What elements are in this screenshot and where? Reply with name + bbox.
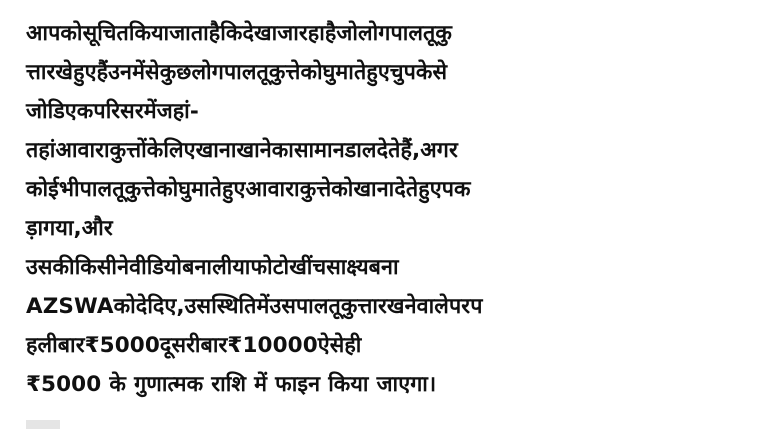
text-word: जोडिएक [26, 99, 94, 124]
text-word: को [331, 177, 354, 202]
text-word: उनमें [108, 60, 146, 85]
text-word: बार [57, 333, 85, 358]
text-word: है [324, 21, 337, 46]
text-word: घुमाते [322, 60, 367, 85]
text-word: हुए [418, 177, 442, 202]
text-word: ऐसे [317, 333, 345, 358]
text-word: को [156, 177, 179, 202]
text-word: पालतू [295, 294, 341, 319]
text-word: ₹5000 [84, 333, 160, 358]
text-word: दूसरी [159, 333, 201, 358]
text-line [26, 131, 747, 170]
text-word: खाना [195, 138, 237, 163]
text-word: को [113, 294, 136, 319]
text-word: को [300, 60, 323, 85]
text-word: AZSWA [26, 294, 114, 319]
text-word: स्थिति [211, 294, 257, 319]
text-word: पालतू [223, 60, 269, 85]
text-word: आवारा [245, 177, 300, 202]
text-word: पक [441, 177, 471, 202]
text-word: लोग [191, 60, 224, 85]
text-word: कुत्ते [124, 177, 157, 202]
text-word: तहां [26, 138, 56, 163]
text-word: दे [135, 294, 148, 319]
text-word: खाना [353, 177, 395, 202]
text-word: देखा [242, 21, 278, 46]
text-word: लोग [358, 21, 391, 46]
page-artifact [26, 420, 60, 429]
text-word: कुत्ते [268, 60, 301, 85]
text-word: ने [117, 255, 130, 280]
text-line [26, 92, 747, 131]
text-line [26, 287, 747, 326]
text-word: उस [184, 294, 212, 319]
text-word: डाल [344, 138, 377, 163]
text-word: अगर [420, 138, 458, 163]
text-word: वीडियो [129, 255, 183, 280]
text-word: खाने [236, 138, 272, 163]
text-word: फोटो [250, 255, 290, 280]
text-word: किया [128, 21, 170, 46]
text-word: का [271, 138, 294, 163]
text-word: गया, [43, 216, 82, 241]
text-word: ली [212, 255, 233, 280]
text-word: भी [58, 177, 80, 202]
text-word: साक्ष्य [326, 255, 369, 280]
text-word: खींच [289, 255, 327, 280]
text-word: उसकी [26, 255, 75, 280]
text-word: के [146, 138, 164, 163]
text-line [26, 170, 747, 209]
text-word: प [470, 294, 483, 319]
text-line: ₹5000 के गुणात्मक राशि में फाइन किया जाएगा। [26, 372, 437, 397]
text-word: पालतू [79, 177, 125, 202]
notice-paragraph [26, 14, 747, 404]
text-word: किसी [74, 255, 118, 280]
text-word: कि [220, 21, 243, 46]
text-word: सूचित [82, 21, 129, 46]
text-word: में [143, 99, 157, 124]
text-word: परिसर [93, 99, 144, 124]
text-word: जो [336, 21, 359, 46]
text-word: सामान [293, 138, 345, 163]
text-word: बार [200, 333, 228, 358]
text-word: आपको [26, 21, 83, 46]
text-word: त्ता [26, 60, 47, 85]
text-word: कुत्ता [340, 294, 379, 319]
text-word: पालतू [390, 21, 436, 46]
text-word: घुमाते [178, 177, 223, 202]
text-line [26, 248, 747, 287]
text-word: हैं, [400, 138, 421, 163]
text-word: बना [182, 255, 213, 280]
text-word: जहां- [156, 99, 199, 124]
text-word: वाले [416, 294, 449, 319]
text-word: और [81, 216, 113, 241]
text-word: में [256, 294, 270, 319]
text-word: है [208, 21, 221, 46]
text-word: कोई [26, 177, 59, 202]
text-word: कु [435, 21, 453, 46]
text-word: कुत्तों [109, 138, 147, 163]
text-word: दिए, [147, 294, 185, 319]
text-word: लिए [163, 138, 196, 163]
text-line [26, 209, 747, 248]
text-line [26, 53, 747, 92]
text-word: से [432, 60, 448, 85]
text-word: ₹10000 [227, 333, 318, 358]
text-word: जा [277, 21, 299, 46]
text-word: हैं [96, 60, 109, 85]
text-line [26, 326, 747, 365]
text-word: कुछ [159, 60, 192, 85]
text-word: उस [269, 294, 296, 319]
text-word: हुए [366, 60, 390, 85]
text-word: आवारा [55, 138, 110, 163]
text-word: ड़ा [26, 216, 44, 241]
text-line [26, 14, 747, 53]
text-word: रखने [378, 294, 417, 319]
text-word: देते [394, 177, 419, 202]
text-word: हुए [73, 60, 97, 85]
text-word: रहा [298, 21, 325, 46]
text-word: बना [368, 255, 399, 280]
text-word: कुत्ते [299, 177, 332, 202]
text-word: ही [344, 333, 362, 358]
text-word: से [145, 60, 160, 85]
text-word: देते [376, 138, 401, 163]
text-word: या [232, 255, 251, 280]
text-word: चुपके [389, 60, 433, 85]
text-word: हुए [222, 177, 246, 202]
text-word: जाता [169, 21, 209, 46]
text-word: रखे [46, 60, 74, 85]
text-word: पर [448, 294, 471, 319]
text-word: हली [26, 333, 58, 358]
